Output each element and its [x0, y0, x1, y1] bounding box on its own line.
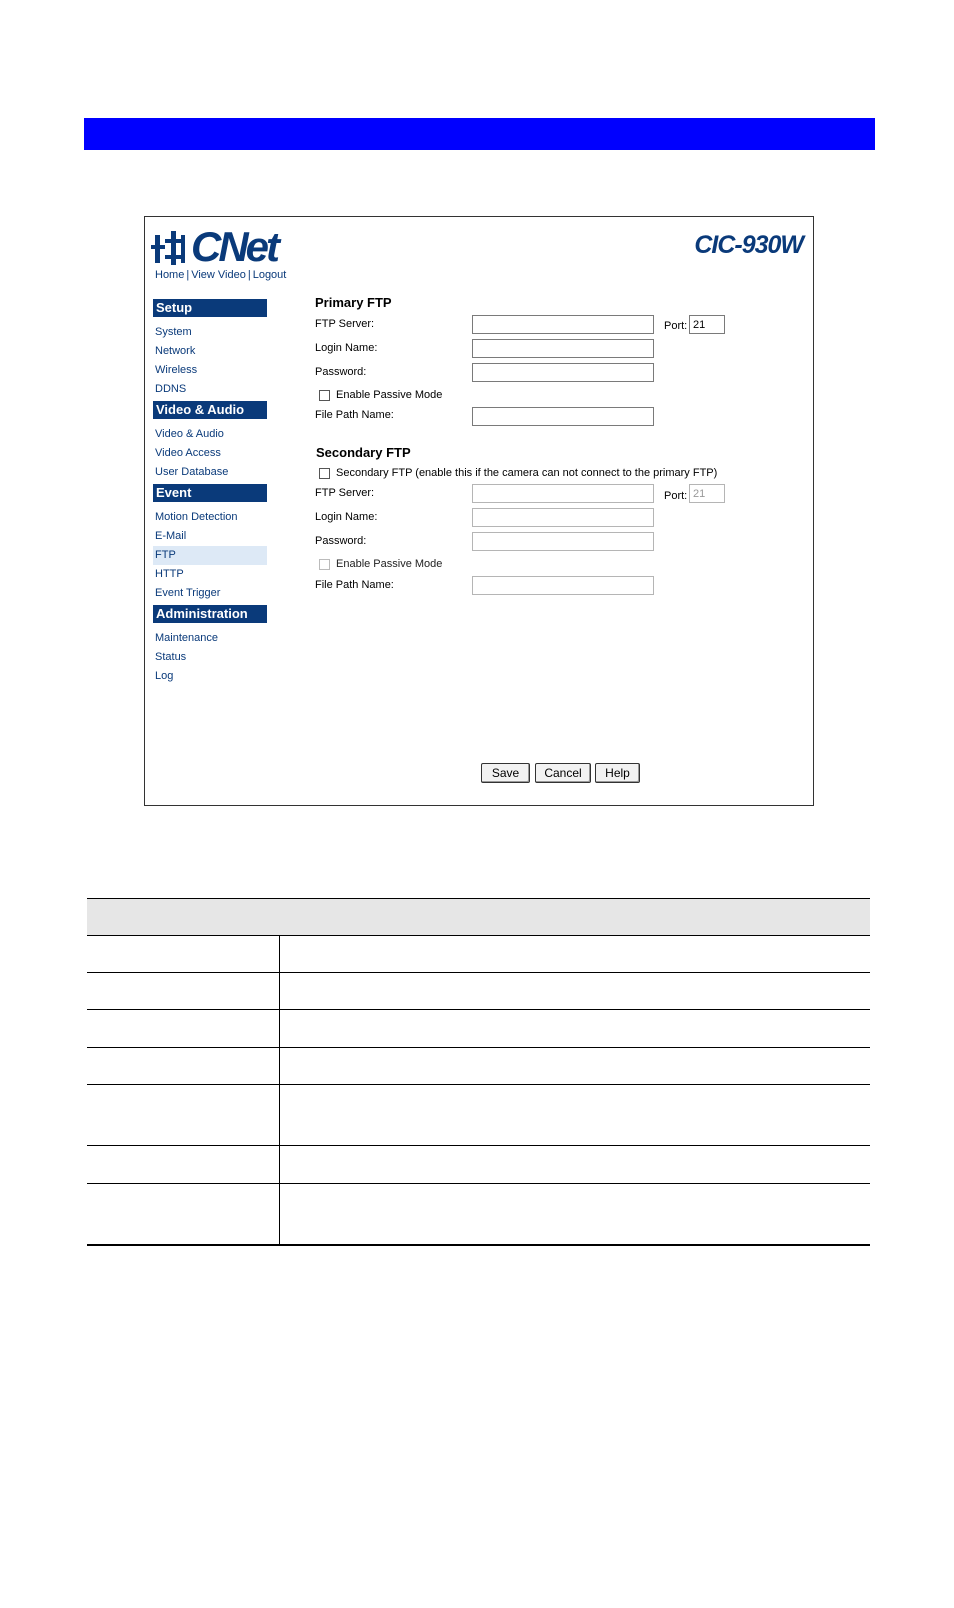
sidebar-item-http[interactable]: HTTP — [155, 568, 184, 580]
sidebar-item-video-access[interactable]: Video Access — [155, 447, 221, 459]
primary-password-input[interactable] — [472, 363, 654, 382]
cancel-button[interactable]: Cancel — [535, 763, 591, 783]
sidebar-item-network[interactable]: Network — [155, 345, 196, 357]
secondary-passive-checkbox[interactable] — [319, 559, 330, 570]
sidebar-item-wireless[interactable]: Wireless — [155, 364, 198, 376]
screenshot-frame — [144, 216, 814, 806]
secondary-port-input[interactable] — [689, 484, 725, 503]
secondary-path-input[interactable] — [472, 576, 654, 595]
top-links: Home | View Video | Logout — [155, 269, 287, 281]
secondary-passive-label: Enable Passive Mode — [336, 558, 443, 570]
secondary-login-label: Login Name: — [315, 511, 378, 523]
primary-server-label: FTP Server: — [315, 318, 375, 330]
secondary-port-label: Port: — [664, 490, 688, 502]
table-header-row — [87, 899, 870, 936]
primary-port-label: Port: — [664, 320, 688, 332]
secondary-login-input[interactable] — [472, 508, 654, 527]
table-row — [87, 1184, 870, 1245]
primary-path-input[interactable] — [472, 407, 654, 426]
home-link[interactable]: Home — [155, 269, 185, 281]
secondary-password-input[interactable] — [472, 532, 654, 551]
sidebar-item-ddns[interactable]: DDNS — [155, 383, 187, 395]
sidebar-item-event-trigger[interactable]: Event Trigger — [155, 587, 221, 599]
table-row — [87, 1085, 870, 1146]
sidebar-item-motion-detection[interactable]: Motion Detection — [155, 511, 238, 523]
sidebar-section-video-audio: Video & Audio — [153, 401, 267, 419]
secondary-enable-checkbox[interactable] — [319, 468, 330, 479]
table-row — [87, 936, 870, 973]
primary-path-label: File Path Name: — [315, 409, 394, 421]
secondary-server-input[interactable] — [472, 484, 654, 503]
primary-password-label: Password: — [315, 366, 367, 378]
primary-passive-checkbox[interactable] — [319, 390, 330, 401]
primary-ftp-heading: Primary FTP — [315, 295, 392, 310]
save-button[interactable]: Save — [481, 763, 530, 783]
sidebar-item-system[interactable]: System — [155, 326, 192, 338]
sidebar-item-log[interactable]: Log — [155, 670, 174, 682]
table-row — [87, 1146, 870, 1184]
logo-wordmark: CNet — [191, 223, 278, 270]
primary-passive-label: Enable Passive Mode — [336, 389, 443, 401]
primary-port-input[interactable] — [689, 315, 725, 334]
logout-link[interactable]: Logout — [252, 269, 287, 281]
secondary-server-label: FTP Server: — [315, 487, 375, 499]
view-video-link[interactable]: View Video — [191, 269, 246, 281]
sidebar-item-video-audio[interactable]: Video & Audio — [155, 428, 224, 440]
sidebar-item-status[interactable]: Status — [155, 651, 187, 663]
sidebar-item-user-database[interactable]: User Database — [155, 466, 229, 478]
sidebar-item-email[interactable]: E-Mail — [155, 530, 187, 542]
primary-login-label: Login Name: — [315, 342, 378, 354]
secondary-path-label: File Path Name: — [315, 579, 394, 591]
secondary-password-label: Password: — [315, 535, 367, 547]
sidebar-section-event: Event — [153, 484, 267, 502]
sidebar-section-setup: Setup — [153, 299, 267, 317]
model-name: CIC-930W — [694, 231, 803, 259]
sidebar — [153, 299, 267, 688]
secondary-enable-label: Secondary FTP (enable this if the camera can not connect to the primary FTP) — [336, 467, 718, 479]
primary-login-input[interactable] — [472, 339, 654, 358]
table-row — [87, 973, 870, 1010]
primary-server-input[interactable] — [472, 315, 654, 334]
table-row — [87, 1010, 870, 1048]
sidebar-section-administration: Administration — [153, 605, 267, 623]
table-row — [87, 1048, 870, 1085]
cnet-logo — [151, 223, 291, 271]
sidebar-item-maintenance[interactable]: Maintenance — [155, 632, 218, 644]
logo-mark-icon — [151, 229, 191, 269]
page-header-bar — [84, 118, 875, 150]
sidebar-item-ftp[interactable]: FTP — [153, 546, 267, 565]
help-button[interactable]: Help — [595, 763, 640, 783]
description-table — [87, 898, 870, 1246]
secondary-ftp-heading: Secondary FTP — [316, 445, 411, 460]
